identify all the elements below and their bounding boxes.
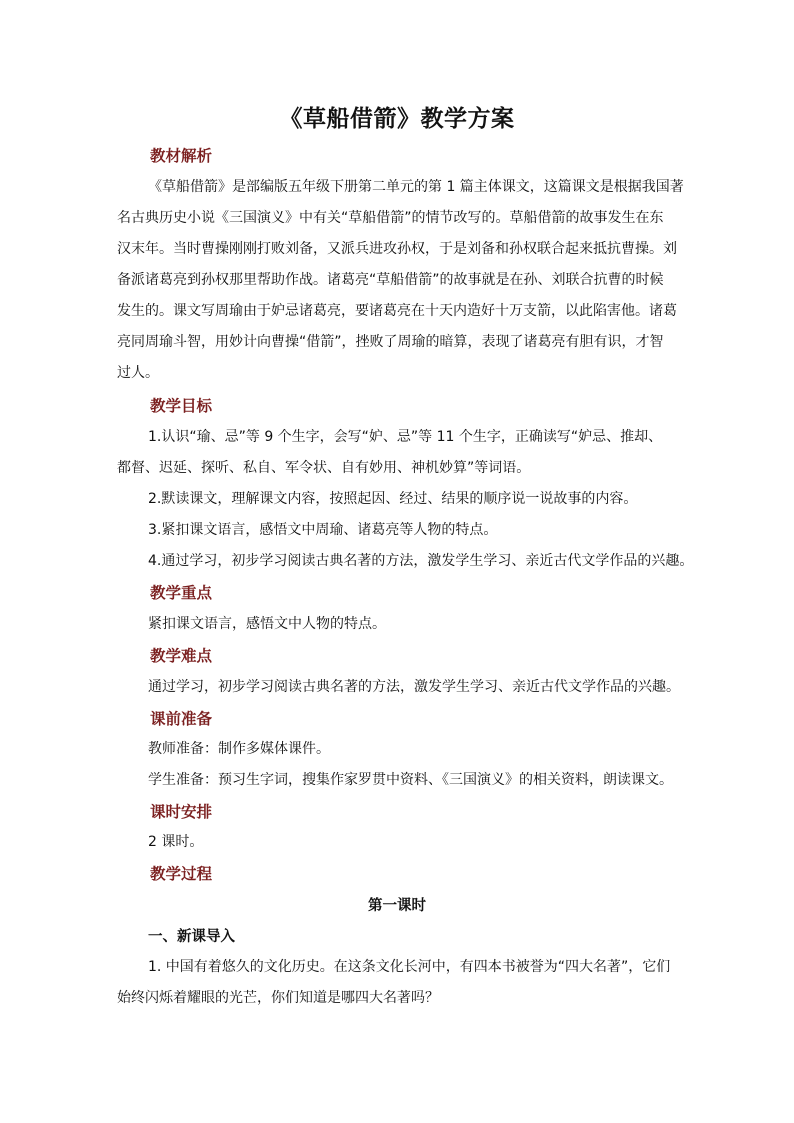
schedule-text: 2 课时。 — [148, 834, 204, 850]
heading-process: 教学过程 — [150, 865, 213, 883]
student-preparation: 学生准备：预习生字词，搜集作家罗贯中资料、《三国演义》的相关资料，朗读课文。 — [148, 772, 673, 788]
document-title: 《草船借箭》教学方案 — [279, 106, 515, 132]
analysis-line: 发生的。课文写周瑜由于妒忌诸葛亮，要诸葛亮在十天内造好十万支箭，以此陷害他。诸葛 — [117, 303, 677, 319]
teacher-preparation: 教师准备：制作多媒体课件。 — [148, 741, 330, 757]
heading-schedule: 课时安排 — [150, 803, 213, 821]
analysis-line: 亮同周瑜斗智，用妙计向曹操“借箭”，挫败了周瑜的暗算，表现了诸葛亮有胆有识，才智 — [117, 334, 664, 350]
goal-line: 1.认识“瑜、忌”等 9 个生字，会写“妒、忌”等 11 个生字，正确读写“妒忌、推却、 — [148, 429, 663, 445]
key-points-text: 紧扣课文语言，感悟文中人物的特点。 — [148, 616, 386, 632]
heading-preparation: 课前准备 — [150, 710, 213, 728]
heading-analysis: 教材解析 — [150, 147, 213, 165]
heading-goals: 教学目标 — [150, 397, 213, 415]
goal-line: 3.紧扣课文语言，感悟文中周瑜、诸葛亮等人物的特点。 — [148, 522, 498, 538]
process-line: 1. 中国有着悠久的文化历史。在这条文化长河中，有四本书被誉为“四大名著”，它们 — [148, 959, 671, 975]
goal-line: 2.默读课文，理解课文内容，按照起因、经过、结果的顺序说一说故事的内容。 — [148, 491, 638, 507]
analysis-line: 汉末年。当时曹操刚刚打败刘备，又派兵进攻孙权，于是刘备和孙权联合起来抵抗曹操。刘 — [117, 241, 677, 257]
analysis-line: 《草船借箭》是部编版五年级下册第二单元的第 1 篇主体课文，这篇课文是根据我国著 — [148, 179, 684, 195]
goal-line: 4.通过学习，初步学习阅读古典名著的方法，激发学生学习、亲近古代文学作品的兴趣。 — [148, 553, 694, 569]
process-line: 始终闪烁着耀眼的光芒，你们知道是哪四大名著吗？ — [117, 990, 439, 1006]
heading-key-points: 教学重点 — [150, 584, 213, 602]
analysis-line: 名古典历史小说《三国演义》中有关“草船借箭”的情节改写的。草船借箭的故事发生在东 — [117, 210, 664, 226]
analysis-line: 备派诸葛亮到孙权那里帮助作战。诸葛亮“草船借箭”的故事就是在孙、刘联合抗曹的时候 — [117, 272, 664, 288]
analysis-line: 过人。 — [117, 365, 159, 381]
part-title: 一、新课导入 — [148, 929, 235, 945]
lesson-title: 第一课时 — [368, 898, 426, 914]
goal-line: 都督、迟延、探听、私自、军令状、自有妙用、神机妙算”等词语。 — [117, 460, 531, 476]
difficulties-text: 通过学习，初步学习阅读古典名著的方法，激发学生学习、亲近古代文学作品的兴趣。 — [148, 679, 680, 695]
heading-difficulties: 教学难点 — [150, 647, 213, 665]
